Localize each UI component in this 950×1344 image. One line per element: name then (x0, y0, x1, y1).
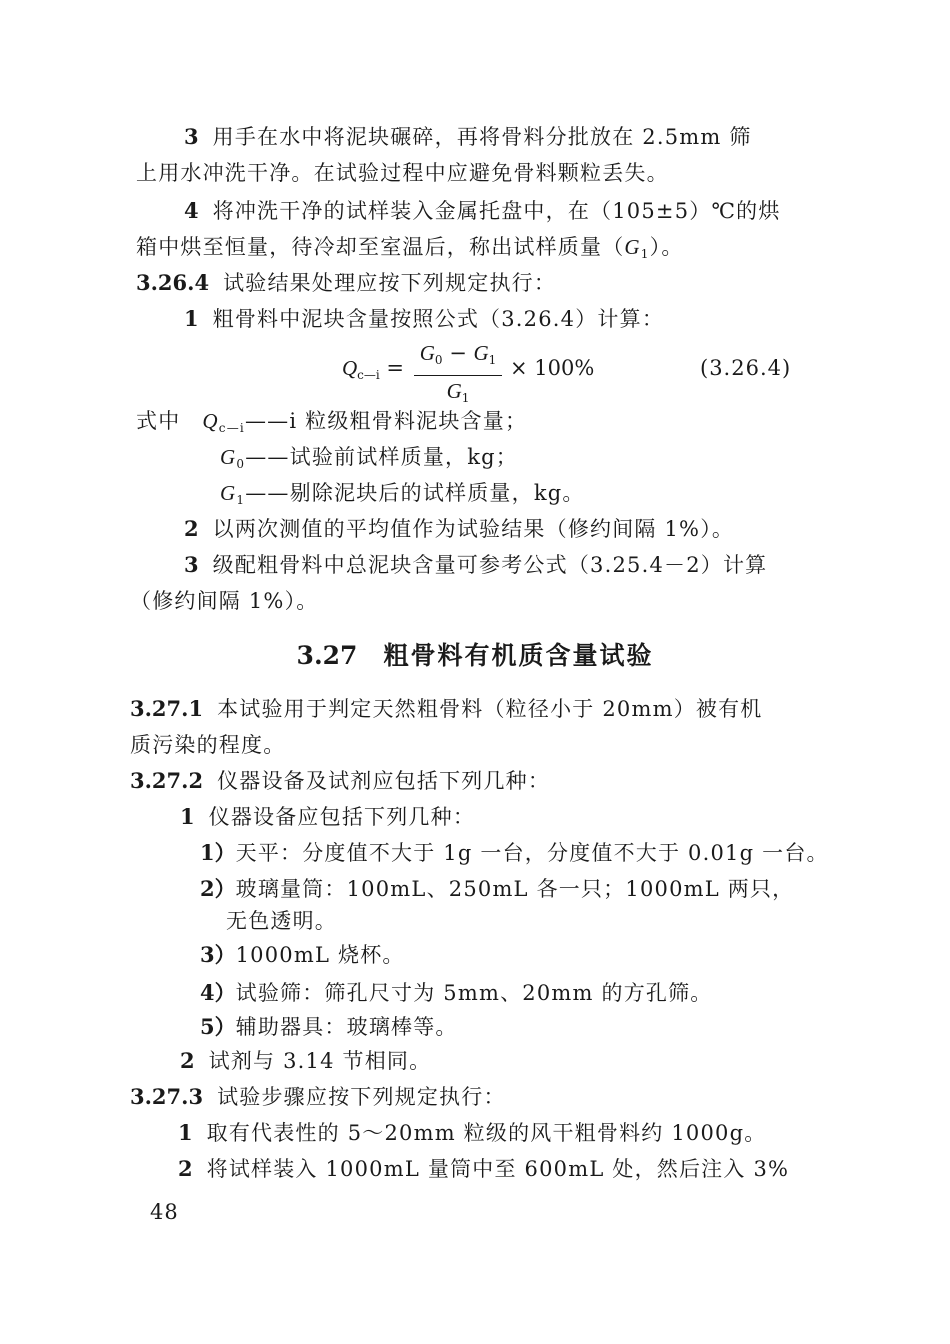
where-line-1: 式中 $Q_{c—i}——i$ 粒级粗骨料泥块含量； (136, 409, 528, 435)
clause-3-27-1: 3.27.1 本试验用于判定天然粗骨料（粒径小于 20mm）被有机 (130, 696, 763, 721)
clause-3-27-1-cont: 质污染的程度。 (130, 733, 286, 757)
subitem-1: 1）天平：分度值不大于 1g 一台，分度值不大于 0.01g 一台。 (200, 840, 829, 865)
clause-3-27-3: 3.27.3 试验步骤应按下列规定执行： (130, 1084, 506, 1109)
para-item-4-cont: 箱中烘至恒量，待冷却至室温后，称出试样质量$(G_1)$。 (136, 235, 684, 261)
item-equipment: 1 仪器设备应包括下列几种： (180, 804, 476, 829)
subitem-2: 2）玻璃量筒：100mL、250mL 各一只；1000mL 两只， (200, 876, 795, 901)
clause-3-27-2: 3.27.2 仪器设备及试剂应包括下列几种： (130, 768, 551, 793)
subitem-5: 5）辅助器具：玻璃棒等。 (200, 1014, 458, 1039)
formula-lhs: $Q_{c—i}$ = (342, 356, 405, 382)
para-item-3-cont: 上用水冲洗干净。在试验过程中应避免骨料颗粒丢失。 (136, 161, 669, 185)
para-item-4: 4 将冲洗干净的试样装入金属托盘中，在（105±5）℃的烘 (184, 198, 781, 223)
step-1: 1 取有代表性的 5～20mm 粒级的风干粗骨料约 1000g。 (178, 1120, 767, 1145)
formula-fraction (412, 338, 504, 413)
subitem-2-cont: 无色透明。 (226, 909, 337, 933)
para-formula-intro: 1 粗骨料中泥块含量按照公式（3.26.4）计算： (184, 306, 665, 331)
item-reagent: 2 试剂与 3.14 节相同。 (180, 1048, 432, 1073)
where-line-3: $G_1——$剔除泥块后的试样质量，kg。 (220, 481, 585, 507)
formula-denominator: $G_1$ (446, 379, 470, 405)
formula-multiplier: × 100% (510, 356, 595, 380)
page-number: 48 (150, 1200, 179, 1224)
para-result-2: 2 以两次测值的平均值作为试验结果（修约间隔 1%）。 (184, 516, 735, 541)
para-result-3-cont: （修约间隔 1%）。 (130, 589, 319, 613)
subitem-4: 4）试验筛：筛孔尺寸为 5mm、20mm 的方孔筛。 (200, 980, 713, 1005)
clause-3-26-4: 3.26.4 试验结果处理应按下列规定执行： (136, 270, 557, 295)
subitem-3: 3）1000mL 烧杯。 (200, 942, 405, 967)
formula-numerator: $G_0 - G_1$ (419, 341, 497, 367)
formula-number: (3.26.4) (700, 356, 792, 380)
para-item-3: 3 用手在水中将泥块碾碎，再将骨料分批放在 2.5mm 筛 (184, 124, 752, 149)
para-result-3: 3 级配粗骨料中总泥块含量可参考公式（3.25.4－2）计算 (184, 552, 768, 577)
where-line-2: $G_0——$试验前试样质量，kg； (220, 445, 518, 471)
section-heading: 3.27 粗骨料有机质含量试验 (296, 641, 654, 670)
step-2: 2 将试样装入 1000mL 量筒中至 600mL 处，然后注入 3% (178, 1156, 790, 1181)
